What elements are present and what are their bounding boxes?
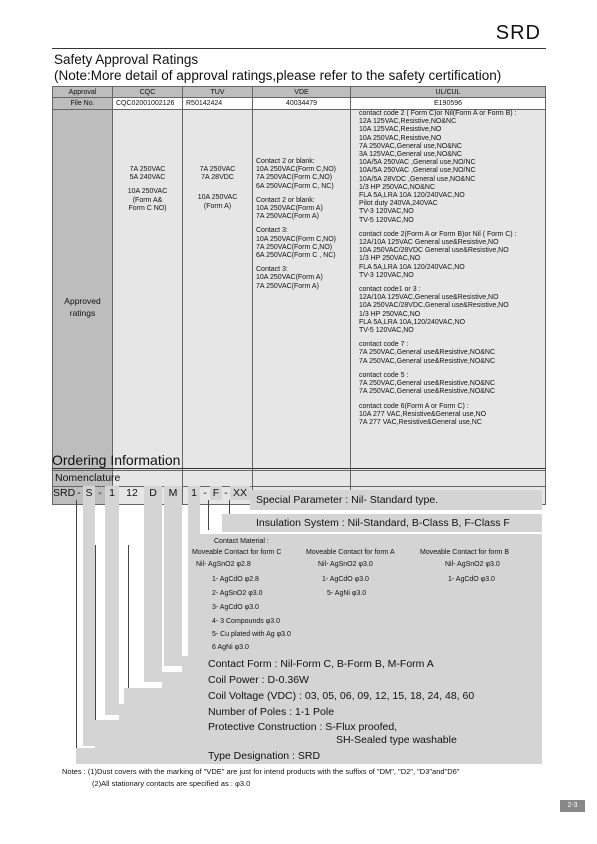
vde-line: Contact 2 or blank: bbox=[256, 196, 315, 204]
material-1-b: 1- AgCdO φ3.0 bbox=[448, 576, 495, 583]
nomenclature-label: Nomenclature bbox=[52, 470, 546, 487]
tuv-line: 7A 28VDC bbox=[201, 174, 234, 182]
vde-line: 10A 250VAC(Form C,NO) bbox=[256, 166, 337, 174]
contact-form-row: Contact Form : Nil-Form C, B-Form B, M-Form A bbox=[182, 656, 542, 672]
file-no-cqc: CQC02001002126 bbox=[113, 98, 183, 110]
code-part: XX bbox=[230, 486, 250, 500]
ul-line: FLA 5A,LRA 10A 120/240VAC,NO bbox=[359, 263, 465, 271]
protective-text-2: SH-Sealed type washable bbox=[336, 734, 457, 746]
cqc-line: 5A 240VAC bbox=[129, 174, 166, 182]
type-designation-row: Type Designation : SRD bbox=[76, 748, 542, 764]
ul-line: FLA 5A,LRA 10A 120/240VAC,NO bbox=[359, 192, 465, 200]
code-part: 12 bbox=[126, 487, 138, 499]
vde-line: 10A 250VAC(Form C,NO) bbox=[256, 235, 337, 243]
vde-line: 10A 250VAC(Form A) bbox=[256, 274, 323, 282]
tuv-ratings bbox=[183, 110, 253, 505]
ul-line: 10A 250VAC/28VDC,General use&Resistive,NO bbox=[359, 302, 509, 310]
ordering-rule bbox=[52, 468, 546, 469]
vde-line: 10A 250VAC(Form A) bbox=[256, 205, 323, 213]
ul-line: 10A 277 VAC,Resistive&General use,NO bbox=[359, 410, 487, 418]
code-part: M bbox=[164, 486, 182, 500]
code-dash: - bbox=[98, 487, 102, 499]
safety-title: Safety Approval Ratings bbox=[54, 52, 199, 67]
ul-line: 7A 250VAC,General use&Resistive,NO&NC bbox=[359, 349, 496, 357]
material-list-item: 4- 3 Compounds φ3.0 bbox=[212, 618, 280, 625]
header-rule bbox=[52, 48, 546, 49]
file-no-tuv: R50142424 bbox=[183, 98, 253, 110]
ul-line: 7A 250VAC,General use&Resistive,NO&NC bbox=[359, 388, 496, 396]
connector-line bbox=[229, 500, 230, 514]
material-5-a: 5- AgNi φ3.0 bbox=[327, 590, 367, 597]
code-part: S bbox=[83, 486, 95, 500]
ul-line: 10A 250VAC/28VDC General use&Resistive,NO bbox=[359, 247, 509, 255]
cqc-line: 7A 250VAC bbox=[129, 166, 166, 173]
ul-ratings bbox=[351, 110, 546, 505]
ul-line: TV-5 120VAC,NO bbox=[359, 216, 414, 224]
ul-line: 7A 250VAC,General use&Resistive,NO&NC bbox=[359, 380, 496, 388]
vde-line: Contact 3: bbox=[256, 227, 288, 235]
material-list-item: 5- Cu plated with Ag φ3.0 bbox=[212, 631, 291, 638]
connector-line bbox=[76, 500, 77, 762]
ul-line: contact code 5 : bbox=[359, 371, 409, 379]
column-material bbox=[188, 500, 200, 538]
ul-line: TV-3 120VAC,NO bbox=[359, 271, 414, 279]
ul-line: Pilot duty 240VA,240VAC bbox=[359, 200, 438, 208]
ul-line: 1/3 HP 250VAC,NO bbox=[359, 310, 421, 318]
material-header-a: Moveable Contact for form A bbox=[306, 549, 395, 556]
connector-line bbox=[208, 500, 209, 530]
material-nil-c: Nil- AgSnO2 φ2.8 bbox=[196, 561, 251, 568]
col-cqc: CQC bbox=[113, 87, 183, 98]
page-number: 2-3 bbox=[560, 800, 585, 812]
ul-line: 10A/5A 250VAC ,General use,NO/NC bbox=[359, 167, 476, 175]
material-nil-a: Nil- AgSnO2 φ3.0 bbox=[318, 561, 373, 568]
code-part: 1 bbox=[188, 486, 200, 500]
file-no-ul: E190596 bbox=[351, 98, 546, 110]
approval-table bbox=[52, 86, 546, 505]
ul-line: 1/3 HP 250VAC,NO bbox=[359, 255, 421, 263]
ul-line: TV-5 120VAC,NO bbox=[359, 327, 414, 335]
ul-line: contact code 6(Form A or Form C) : bbox=[359, 402, 469, 410]
vde-line: 7A 250VAC(Form A) bbox=[256, 282, 319, 290]
code-part: F bbox=[210, 486, 222, 500]
connector-line bbox=[95, 545, 96, 747]
cqc-line: Form C NO) bbox=[128, 204, 167, 212]
ul-line: 10A 125VAC,Resistive,NO bbox=[359, 126, 442, 134]
material-list-item: 6 AgNi φ3.0 bbox=[212, 644, 249, 651]
code-dash: - bbox=[77, 487, 81, 499]
col-vde: VDE bbox=[253, 87, 351, 98]
material-header-b: Moveable Contact for form B bbox=[420, 549, 510, 556]
vde-line: Contact 2 or blank: bbox=[256, 158, 315, 165]
column-coil-power bbox=[144, 500, 162, 682]
ul-line: 12A/10A 125VAC,General use&Resistive,NO bbox=[359, 294, 499, 302]
tuv-line: 10A 250VAC bbox=[197, 194, 238, 202]
note-1: Notes : (1)Dust covers with the marking of "VDE" are just for intend products with the suffixs of "DM", "D2", "D3"and"D6" bbox=[62, 767, 460, 776]
special-parameter: Special Parameter : Nil- Standard type. bbox=[250, 490, 542, 510]
cqc-ratings bbox=[113, 110, 183, 505]
ul-line: 10A 250VAC,Resistive,NO bbox=[359, 134, 442, 142]
approved-ratings-label bbox=[53, 110, 113, 505]
code-part: SRD bbox=[53, 487, 76, 499]
vde-ratings bbox=[253, 110, 351, 505]
vde-line: 7A 250VAC(Form C,NO) bbox=[256, 243, 333, 251]
column-poles bbox=[105, 500, 119, 715]
ul-line: 10A/5A 250VAC ,General use,NO/NC bbox=[359, 159, 476, 167]
ul-line: 7A 277 VAC,Resistive&General use,NC bbox=[359, 418, 482, 426]
safety-subtitle: (Note:More detail of approval ratings,please refer to the safety certification) bbox=[54, 68, 502, 83]
note-2: (2)All stationary contacts are specified as : φ3.0 bbox=[92, 779, 251, 788]
approved-label-line2: ratings bbox=[69, 308, 96, 318]
ul-line: TV-3 120VAC,NO bbox=[359, 208, 414, 216]
ordering-title: Ordering Information bbox=[52, 452, 181, 468]
ul-line: contact code 7 : bbox=[359, 341, 409, 349]
ul-line: FLA 5A,LRA 10A,120/240VAC,NO bbox=[359, 318, 466, 326]
vde-line: 6A 250VAC(Form C, NC) bbox=[256, 182, 334, 190]
code-part: 1 bbox=[105, 486, 119, 500]
file-no-label: File No. bbox=[53, 98, 113, 110]
column-contact-form bbox=[164, 500, 182, 666]
material-header-c: Moveable Contact for form C bbox=[192, 549, 282, 556]
file-no-vde: 40034479 bbox=[253, 98, 351, 110]
material-nil-b: Nil- AgSnO2 φ3.0 bbox=[445, 561, 500, 568]
coil-voltage-row: Coil Voltage (VDC) : 03, 05, 06, 09, 12, 15, 18, 24, 48, 60 bbox=[124, 688, 542, 704]
vde-line: 6A 250VAC(Form C , NC) bbox=[256, 252, 336, 260]
material-2-c: 2- AgSnO2 φ3.0 bbox=[212, 590, 263, 597]
ul-line: 7A 250VAC,General use,NO&NC bbox=[359, 142, 462, 150]
tuv-line: (Form A) bbox=[203, 202, 232, 210]
ul-line: contact code 2 ( Form C)or Nil(Form A or Form B) : bbox=[359, 110, 517, 117]
column-protective bbox=[83, 500, 95, 746]
col-approval: Approval bbox=[53, 87, 113, 98]
material-title: Contact Material : bbox=[214, 538, 269, 545]
coil-power-row: Coil Power : D-0.36W bbox=[162, 672, 542, 688]
col-ul: UL/CUL bbox=[351, 87, 546, 98]
connector-line bbox=[128, 545, 129, 693]
ul-line: 1/3 HP 250VAC,NO&NC bbox=[359, 183, 435, 191]
ul-line: 12A 125VAC,Resistive,NO&NC bbox=[359, 118, 457, 126]
material-1-a: 1- AgCdO φ3.0 bbox=[322, 576, 369, 583]
vde-line: 7A 250VAC(Form A) bbox=[256, 213, 319, 221]
col-tuv: TUV bbox=[183, 87, 253, 98]
ul-line: 10A/5A 28VDC ,General use,NO&NC bbox=[359, 175, 476, 183]
cqc-line: (Form A& bbox=[132, 196, 163, 204]
material-list-item: 3- AgCdO φ3.0 bbox=[212, 604, 259, 611]
ul-line: 3A 125VAC,General use,NO&NC bbox=[359, 151, 462, 159]
code-part: D bbox=[144, 486, 162, 500]
ul-line: 7A 250VAC,General use&Resistive,NO&NC bbox=[359, 357, 496, 365]
cqc-line: 10A 250VAC bbox=[127, 188, 168, 196]
vde-line: Contact 3: bbox=[256, 266, 288, 274]
code-dash: - bbox=[224, 487, 228, 499]
ul-line: contact code1 or 3 : bbox=[359, 286, 421, 294]
protective-text-1: Protective Construction : S-Flux proofed, bbox=[208, 721, 398, 733]
ul-line: contact code 2(Form A or Form B)or Nil ( Form C) : bbox=[359, 230, 517, 238]
approved-label-line1: Approved bbox=[64, 296, 101, 306]
vde-line: 7A 250VAC(Form C,NO) bbox=[256, 174, 333, 182]
ul-line: 12A/10A 125VAC General use&Resistive,NO bbox=[359, 239, 499, 247]
code-dash: - bbox=[203, 487, 207, 499]
insulation-system: Insulation System : Nil-Standard, B-Class B, F-Class F bbox=[222, 514, 542, 532]
material-1-c: 1- AgCdO φ2.8 bbox=[212, 576, 259, 583]
brand-logo-text: SRD bbox=[495, 22, 541, 44]
tuv-line: 7A 250VAC bbox=[199, 166, 236, 173]
poles-row: Number of Poles : 1-1 Pole bbox=[119, 704, 542, 720]
